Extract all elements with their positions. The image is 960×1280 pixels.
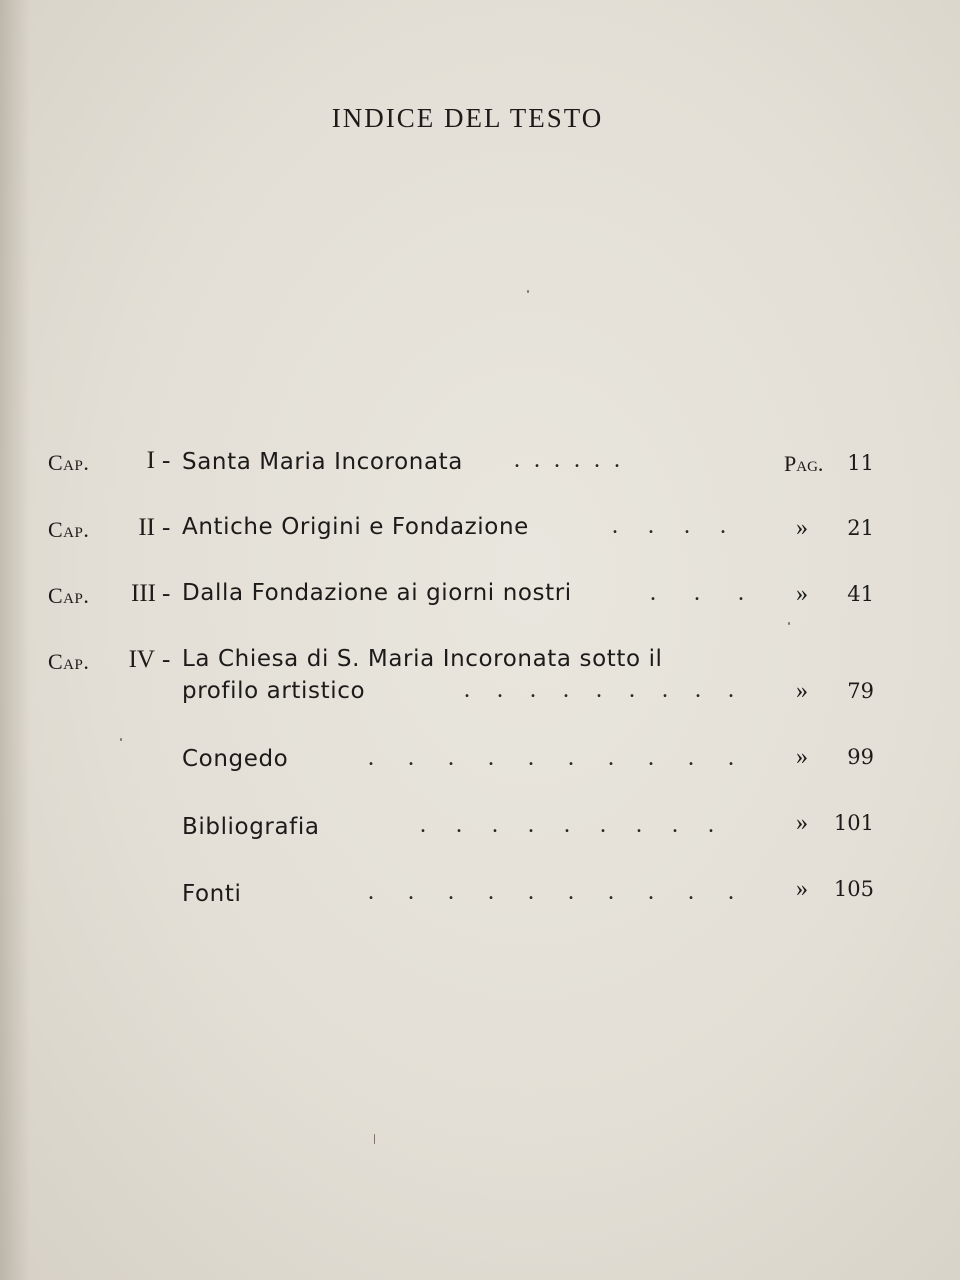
entry-title: La Chiesa di S. Maria Incoronata sotto il xyxy=(182,646,663,672)
binding-shadow xyxy=(0,0,30,1280)
entry-title: Congedo xyxy=(182,746,289,772)
page-title: INDICE DEL TESTO xyxy=(331,103,604,133)
page-ref-ditto: » xyxy=(796,810,808,836)
page-number: 101 xyxy=(833,811,874,835)
entry-title: Antiche Origini e Fondazione xyxy=(182,514,529,540)
chapter-label: Cap. xyxy=(48,649,90,674)
page-number: 21 xyxy=(847,516,874,540)
chapter-number: III xyxy=(131,580,156,607)
entry-title-continued: profilo artistico xyxy=(182,678,366,704)
chapter-label: Cap. xyxy=(48,450,90,475)
entry-title: Fonti xyxy=(182,881,242,907)
chapter-number: IV xyxy=(128,646,155,673)
dot-leader: ... xyxy=(650,580,782,606)
page-number: 99 xyxy=(847,745,874,769)
page-number: 79 xyxy=(847,679,874,703)
paper-speck xyxy=(374,1134,375,1144)
page-ref-label: Pag. xyxy=(784,451,824,476)
dot-leader: ...... xyxy=(514,447,634,473)
page-ref-ditto: » xyxy=(796,876,808,902)
dot-leader: ......... xyxy=(464,677,761,703)
paper-speck xyxy=(120,738,122,741)
paper-speck xyxy=(527,290,529,293)
separator-dash: - xyxy=(162,447,171,474)
page-ref-ditto: » xyxy=(796,581,808,607)
chapter-label: Cap. xyxy=(48,517,90,542)
chapter-number: II xyxy=(138,514,155,541)
page-ref-ditto: » xyxy=(796,744,808,770)
dot-leader: ......... xyxy=(420,812,744,838)
chapter-number: I xyxy=(146,447,155,474)
dot-leader: .... xyxy=(612,513,756,539)
page-number: 41 xyxy=(847,582,874,606)
separator-dash: - xyxy=(162,514,171,541)
page-ref-ditto: » xyxy=(796,515,808,541)
entry-title: Santa Maria Incoronata xyxy=(182,449,463,475)
separator-dash: - xyxy=(162,646,171,673)
dot-leader: .......... xyxy=(368,879,768,905)
separator-dash: - xyxy=(162,580,171,607)
entry-title: Dalla Fondazione ai giorni nostri xyxy=(182,580,572,606)
entry-title: Bibliografia xyxy=(182,814,320,840)
page-number: 11 xyxy=(847,451,874,475)
page-number: 105 xyxy=(833,877,874,901)
page-ref-ditto: » xyxy=(796,678,808,704)
dot-leader: .......... xyxy=(368,745,768,771)
chapter-label: Cap. xyxy=(48,583,90,608)
paper-speck xyxy=(788,622,790,625)
